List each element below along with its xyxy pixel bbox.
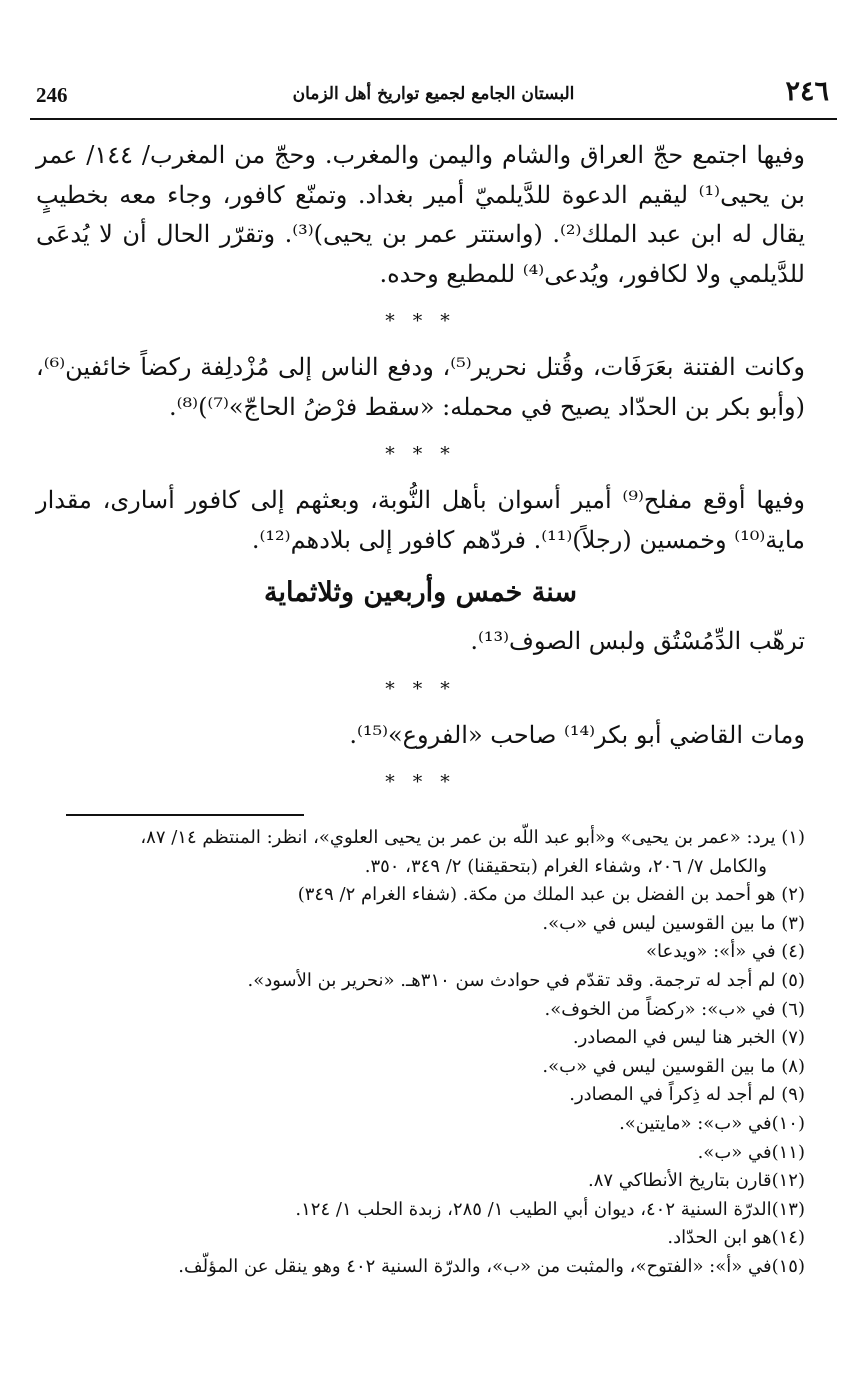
main-text: [36, 136, 805, 809]
footnote-4: (٤) في «أ»: «ويدعا»: [646, 941, 805, 963]
page-header: [30, 74, 837, 120]
footnote-1-continuation: والكامل ٧/ ٢٠٦، وشفاء الغرام (بتحقيقنا) ٢/ ٣٤٩، ٣٥٠.: [364, 855, 767, 877]
section-separator: * * *: [385, 310, 456, 332]
footnote-6: (٦) في «ب»: «ركضاً من الخوف».: [544, 998, 805, 1020]
page-number-arabic: ٢٤٦: [785, 76, 829, 107]
paragraph-nubia-raid: وفيها أوقع مفلح⁽⁹⁾ أمير أسوان بأهل النُّوبة، وبعثهم إلى كافور أسارى، مقدار ماية⁽¹⁰⁾ وخمسين (رجلاً)⁽¹¹⁾. فردّهم كافور إلى بلادهم⁽¹²⁾.: [36, 486, 806, 554]
paragraph-domestikos: ترهّب الدِّمُسْتُق ولبس الصوف⁽¹³⁾.: [470, 627, 805, 655]
section-separator: * * *: [385, 771, 456, 793]
footnote-9: (٩) لم أجد له ذِكراً في المصادر.: [569, 1084, 805, 1106]
year-heading: سنة خمس وأربعين وثلاثماية: [264, 577, 577, 608]
footnote-11: (١١)في «ب».: [697, 1141, 805, 1163]
footnote-3: (٣) ما بين القوسين ليس في «ب».: [542, 912, 805, 934]
section-separator: * * *: [385, 677, 456, 700]
footnotes: [36, 824, 805, 1282]
footnote-12: (١٢)قارن بتاريخ الأنطاكي ٨٧.: [588, 1170, 805, 1192]
footnote-1: (١) يرد: «عمر بن يحيى» و«أبو عبد اللّه بن عمر بن يحيى العلوي»، انظر: المنتظم ١٤/ ٨٧،: [140, 827, 805, 848]
footnote-14: (١٤)هو ابن الحدّاد.: [667, 1227, 805, 1249]
footnote-8: (٨) ما بين القوسين ليس في «ب».: [542, 1055, 805, 1077]
footnote-7: (٧) الخبر هنا ليس في المصادر.: [572, 1027, 805, 1049]
footnote-15: (١٥)في «أ»: «الفتوح»، والمثبت من «ب»، والدرّة السنية ٤٠٢ وهو ينقل عن المؤلّف.: [178, 1255, 805, 1277]
footnote-5: (٥) لم أجد له ترجمة. وقد تقدّم في حوادث سن ٣١٠هـ. «نحرير بن الأسود».: [247, 969, 805, 991]
footnote-divider: [66, 814, 304, 816]
paragraph-pilgrimage: وفيها اجتمع حجّ العراق والشام واليمن والمغرب. وحجّ من المغرب/ ١٤٤/ عمر بن يحيى⁽¹⁾ ليقيم الدعوة للدَّيلميّ أمير بغداد. وتمنّع كافور، وجاء معه بخطيبٍ يقال له ابن عبد الملك⁽²⁾. (واستتر عمر بن يحيى)⁽³⁾. وتقرّر الحال أن لا يُدعَى للدَّيلمي ولا لكافور، ويُدعى⁽⁴⁾ للمطيع وحده.: [36, 141, 806, 288]
paragraph-qadi-death: ومات القاضي أبو بكر⁽¹⁴⁾ صاحب «الفروع»⁽¹⁵⁾.: [349, 720, 805, 749]
footnote-10: (١٠)في «ب»: «مايتين».: [619, 1112, 805, 1134]
section-separator: * * *: [385, 443, 456, 465]
footnote-13: (١٣)الدرّة السنية ٤٠٢، ديوان أبي الطيب ١/ ٢٨٥، زبدة الحلب ١/ ١٢٤.: [295, 1198, 805, 1220]
running-title: البستان الجامع لجميع تواريخ أهل الزمان: [292, 84, 575, 104]
footnote-2: (٢) هو أحمد بن الفضل بن عبد الملك من مكة. (شفاء الغرام ٢/ ٣٤٩): [297, 884, 805, 906]
page-number-latin: 246: [36, 83, 68, 107]
paragraph-arafat-strife: وكانت الفتنة بعَرَفَات، وقُتل نحرير⁽⁵⁾، ودفع الناس إلى مُزْدلِفة ركضاً خائفين⁽⁶⁾، (وأبو بكر بن الحدّاد يصيح في محمله: «سقط فرْضُ الحاجّ»⁽⁷⁾)⁽⁸⁾.: [36, 353, 805, 421]
